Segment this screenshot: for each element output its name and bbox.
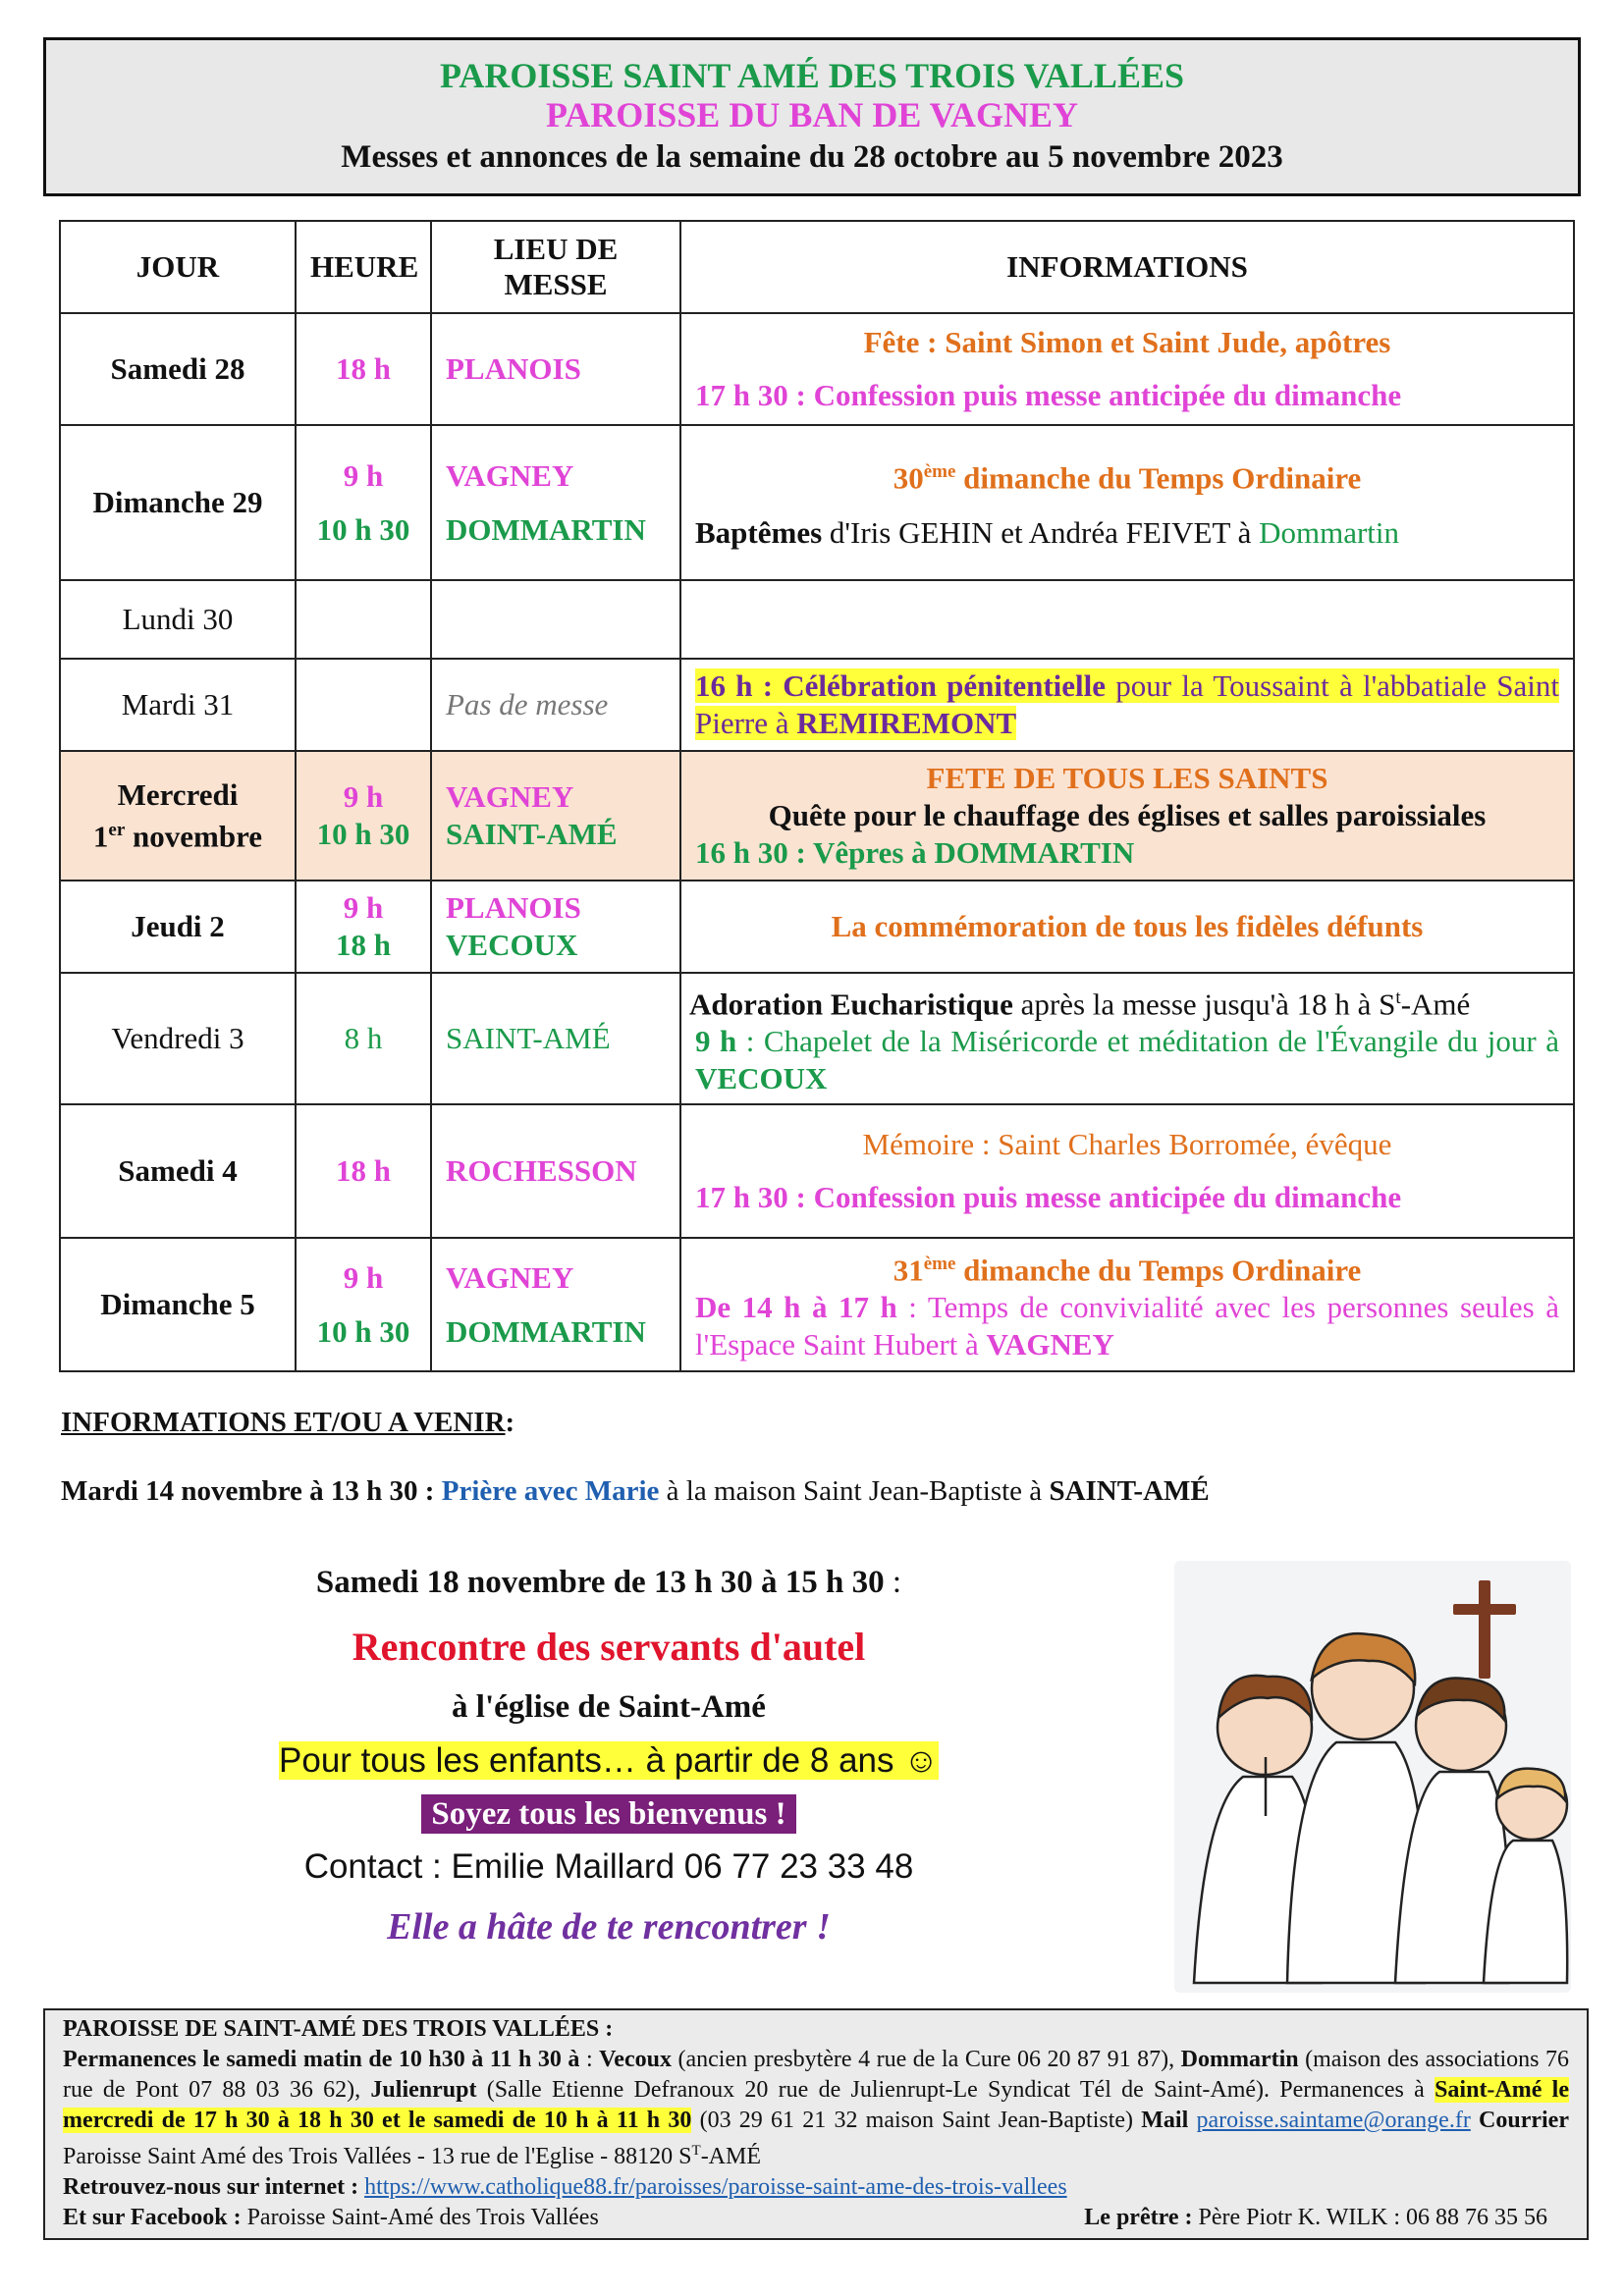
event-audience-text: Pour tous les enfants… à partir de 8 ans ☺ xyxy=(279,1741,939,1780)
week-title: Messes et annonces de la semaine du 28 octobre au 5 novembre 2023 xyxy=(341,139,1283,175)
table-row xyxy=(60,1104,1574,1238)
info-cell: La commémoration de tous les fidèles défunts xyxy=(680,881,1574,973)
penitential-text: pour la Toussaint à l'abbatiale Saint Pierre à xyxy=(695,668,1560,740)
day-cell: Samedi 28 xyxy=(60,313,296,425)
event-tagline: Elle a hâte de te rencontrer ! xyxy=(387,1906,831,1948)
place-1: VAGNEY xyxy=(446,1259,574,1295)
day-cell xyxy=(60,751,296,881)
info-cell xyxy=(680,751,1574,881)
email-link[interactable]: paroisse.saintame@orange.fr xyxy=(1196,2108,1471,2133)
day-month: novembre xyxy=(125,819,263,854)
place-cell: ROCHESSON xyxy=(431,1104,680,1238)
info-cell xyxy=(680,425,1574,580)
place-cell xyxy=(431,1238,680,1371)
day-line-1: Mercredi xyxy=(117,776,239,812)
event-welcome xyxy=(216,1796,1001,1833)
hour-cell xyxy=(296,659,431,751)
place-2: DOMMARTIN xyxy=(446,1313,646,1349)
facebook-label: Et sur Facebook : xyxy=(63,2205,242,2230)
table-row xyxy=(60,1238,1574,1371)
perm-colon: : xyxy=(579,2047,600,2072)
chaplet-text: : Chapelet de la Miséricorde et méditation de l'Évangile du jour à xyxy=(736,1024,1559,1059)
event-title: Rencontre des servants d'autel xyxy=(352,1625,866,1669)
courrier-sup: T xyxy=(691,2143,701,2159)
day-sup: er xyxy=(108,819,126,840)
day-line-2 xyxy=(75,813,281,854)
info-sunday xyxy=(695,1246,1559,1289)
conviviality-place: VAGNEY xyxy=(986,1327,1114,1362)
info-announcement xyxy=(61,1475,1210,1508)
hour-cell: 8 h xyxy=(296,973,431,1104)
vecoux-text: (ancien presbytère 4 rue de la Cure 06 20 87 91 87), xyxy=(671,2047,1181,2072)
event-welcome-text: Soyez tous les bienvenus ! xyxy=(421,1794,795,1834)
info-baptism xyxy=(695,514,1559,552)
col-header-place-l2: MESSE xyxy=(504,267,608,301)
day-cell: Vendredi 3 xyxy=(60,973,296,1104)
announcement-text: à la maison Saint Jean-Baptiste à xyxy=(659,1475,1050,1507)
place-2: SAINT-AMÉ xyxy=(446,817,618,851)
info-cell xyxy=(680,1104,1574,1238)
table-row xyxy=(60,580,1574,659)
col-header-day: JOUR xyxy=(60,221,296,313)
julienrupt-text: (Salle Etienne Defranoux 20 rue de Julienrupt-Le Syndicat Tél de Saint-Amé). Permanences à xyxy=(476,2077,1435,2103)
col-header-place-l1: LIEU DE xyxy=(493,232,619,266)
hour-cell xyxy=(296,1238,431,1371)
hour-1: 9 h xyxy=(343,1259,384,1295)
parish-contact-footer xyxy=(43,2008,1589,2240)
informations-heading-text: INFORMATIONS ET/OU A VENIR xyxy=(61,1407,506,1438)
info-cell xyxy=(680,973,1574,1104)
announcement-place: SAINT-AMÉ xyxy=(1049,1475,1210,1507)
table-header-row xyxy=(60,221,1574,313)
dommartin-label: Dommartin xyxy=(1180,2047,1299,2072)
perm-label: Permanences le samedi matin de 10 h30 à 11 h 30 à xyxy=(63,2047,580,2072)
saintame-hours: Saint-Amé le mercredi de 17 h 30 à 18 h 30 et le samedi de 10 h à 11 h 30 xyxy=(63,2077,1569,2133)
event-audience xyxy=(216,1739,1001,1783)
place-1: VAGNEY xyxy=(446,779,574,814)
day-num: 1 xyxy=(92,819,109,854)
sunday-number: 30 xyxy=(893,460,924,496)
footer-website xyxy=(63,2172,1569,2203)
place-cell xyxy=(431,425,680,580)
info-vespers: 16 h 30 : Vêpres à DOMMARTIN xyxy=(695,835,1135,870)
altar-servers-drawing xyxy=(1174,1561,1571,1993)
altar-servers-event xyxy=(216,1563,1001,1950)
day-cell: Samedi 4 xyxy=(60,1104,296,1238)
info-feast: Fête : Saint Simon et Saint Jude, apôtres xyxy=(863,325,1391,359)
conviviality-text: : Temps de convivialité avec les personnes seules à l'Espace Saint Hubert à xyxy=(695,1290,1559,1362)
info-sunday xyxy=(695,454,1559,497)
info-cell xyxy=(680,313,1574,425)
event-contact: Contact : Emilie Maillard 06 77 23 33 48 xyxy=(303,1847,914,1886)
table-row xyxy=(60,313,1574,425)
place-2: VECOUX xyxy=(446,928,578,962)
announcement-date: Mardi 14 novembre à 13 h 30 : xyxy=(61,1475,442,1507)
place-2: DOMMARTIN xyxy=(446,511,646,547)
courrier-label: Courrier xyxy=(1479,2108,1569,2133)
hour-cell: 18 h xyxy=(296,1104,431,1238)
hour-1: 9 h xyxy=(343,779,384,814)
priest-text: Père Piotr K. WILK : 06 88 76 35 56 xyxy=(1192,2205,1547,2230)
event-location: à l'église de Saint-Amé xyxy=(452,1689,766,1725)
day-cell: Mardi 31 xyxy=(60,659,296,751)
col-header-hour: HEURE xyxy=(296,221,431,313)
vecoux-label: Vecoux xyxy=(599,2047,672,2072)
header-box xyxy=(43,37,1581,196)
info-collection: Quête pour le chauffage des églises et salles paroissiales xyxy=(768,798,1487,832)
footer-permanences xyxy=(63,2045,1569,2172)
event-date xyxy=(216,1563,1001,1602)
day-cell: Dimanche 5 xyxy=(60,1238,296,1371)
website-link[interactable]: https://www.catholique88.fr/paroisses/paroisse-saint-ame-des-trois-vallees xyxy=(364,2174,1067,2200)
saintame-text: (03 29 61 21 32 maison Saint Jean-Baptiste) xyxy=(691,2108,1142,2133)
mass-schedule-table xyxy=(59,220,1575,1372)
chaplet-time: 9 h xyxy=(695,1024,737,1059)
info-confession: 17 h 30 : Confession puis messe anticipée du dimanche xyxy=(695,1180,1402,1214)
table-row xyxy=(60,881,1574,973)
facebook-text: Paroisse Saint-Amé des Trois Vallées xyxy=(241,2205,599,2230)
hour-1: 9 h xyxy=(343,890,384,925)
sunday-text: dimanche du Temps Ordinaire xyxy=(955,460,1362,496)
informations-heading xyxy=(61,1407,514,1439)
sunday-suffix: ème xyxy=(923,461,956,483)
footer-facebook xyxy=(63,2203,599,2233)
penitential-place: REMIREMONT xyxy=(796,706,1017,740)
info-memorial: Mémoire : Saint Charles Borromée, évêque xyxy=(862,1127,1392,1161)
info-conviviality xyxy=(695,1289,1559,1363)
baptism-text: d'Iris GEHIN et Andréa FEIVET à xyxy=(822,514,1260,550)
hour-2: 10 h 30 xyxy=(316,817,410,851)
table-row xyxy=(60,659,1574,751)
sunday-number: 31 xyxy=(893,1253,924,1288)
table-row xyxy=(60,751,1574,881)
adoration-text: après la messe jusqu'à 18 h à S xyxy=(1012,987,1396,1022)
hour-2: 18 h xyxy=(336,928,391,962)
day-cell: Dimanche 29 xyxy=(60,425,296,580)
altar-servers-illustration xyxy=(1174,1561,1571,1993)
adoration-label: Adoration Eucharistique xyxy=(689,987,1013,1022)
table-row xyxy=(60,425,1574,580)
place-cell xyxy=(431,751,680,881)
day-cell: Jeudi 2 xyxy=(60,881,296,973)
web-label: Retrouvez-nous sur internet : xyxy=(63,2174,359,2200)
info-cell xyxy=(680,659,1574,751)
place-cell: SAINT-AMÉ xyxy=(431,973,680,1104)
hour-1: 9 h xyxy=(343,457,384,493)
info-adoration xyxy=(689,980,1559,1023)
info-cell xyxy=(680,1238,1574,1371)
dommartin-text: (maison des associations 76 rue de Pont 07 88 03 36 62), xyxy=(63,2047,1570,2103)
info-confession: 17 h 30 : Confession puis messe anticipée du dimanche xyxy=(695,378,1402,412)
courrier-text: Paroisse Saint Amé des Trois Vallées - 13 rue de l'Eglise - 88120 S xyxy=(63,2144,692,2169)
place-cell: Pas de messe xyxy=(431,659,680,751)
hour-2: 10 h 30 xyxy=(316,511,410,547)
footer-title: PAROISSE DE SAINT-AMÉ DES TROIS VALLÉES : xyxy=(63,2016,614,2042)
hour-cell xyxy=(296,881,431,973)
info-feast: FETE DE TOUS LES SAINTS xyxy=(926,761,1328,795)
place-cell xyxy=(431,881,680,973)
courrier-end: -AMÉ xyxy=(700,2144,762,2169)
place-1: PLANOIS xyxy=(446,890,581,925)
info-chaplet xyxy=(689,1023,1559,1097)
hour-cell xyxy=(296,425,431,580)
conviviality-time: De 14 h à 17 h xyxy=(695,1290,897,1325)
sunday-text: dimanche du Temps Ordinaire xyxy=(955,1253,1362,1288)
hour-2: 10 h 30 xyxy=(316,1313,410,1349)
event-date-text: Samedi 18 novembre de 13 h 30 à 15 h 30 xyxy=(315,1565,885,1600)
mail-label: Mail xyxy=(1141,2108,1189,2133)
announcement-event: Prière avec Marie xyxy=(441,1475,660,1507)
day-cell: Lundi 30 xyxy=(60,580,296,659)
sunday-suffix: ème xyxy=(923,1253,956,1274)
baptism-label: Baptêmes xyxy=(695,514,823,550)
adoration-sup: t xyxy=(1395,987,1401,1008)
event-date-colon: : xyxy=(884,1565,902,1600)
hour-cell: 18 h xyxy=(296,313,431,425)
informations-heading-colon: : xyxy=(505,1407,515,1438)
chaplet-place: VECOUX xyxy=(695,1061,828,1096)
parish-subtitle: PAROISSE DU BAN DE VAGNEY xyxy=(545,95,1079,134)
place-cell: PLANOIS xyxy=(431,313,680,425)
penitential-label: 16 h : Célébration pénitentielle xyxy=(695,668,1107,703)
footer-last-row xyxy=(63,2203,1569,2233)
info-cell xyxy=(680,580,1574,659)
hour-cell xyxy=(296,580,431,659)
place-1: VAGNEY xyxy=(446,457,574,493)
adoration-end: -Amé xyxy=(1400,987,1471,1022)
table-row xyxy=(60,973,1574,1104)
col-header-info: INFORMATIONS xyxy=(680,221,1574,313)
priest-label: Le prêtre : xyxy=(1084,2205,1193,2230)
footer-priest xyxy=(1084,2203,1569,2233)
parish-title: PAROISSE SAINT AMÉ DES TROIS VALLÉES xyxy=(440,56,1184,95)
place-cell xyxy=(431,580,680,659)
julienrupt-label: Julienrupt xyxy=(370,2077,477,2103)
col-header-place xyxy=(431,221,680,313)
hour-cell xyxy=(296,751,431,881)
baptism-place: Dommartin xyxy=(1259,514,1400,550)
